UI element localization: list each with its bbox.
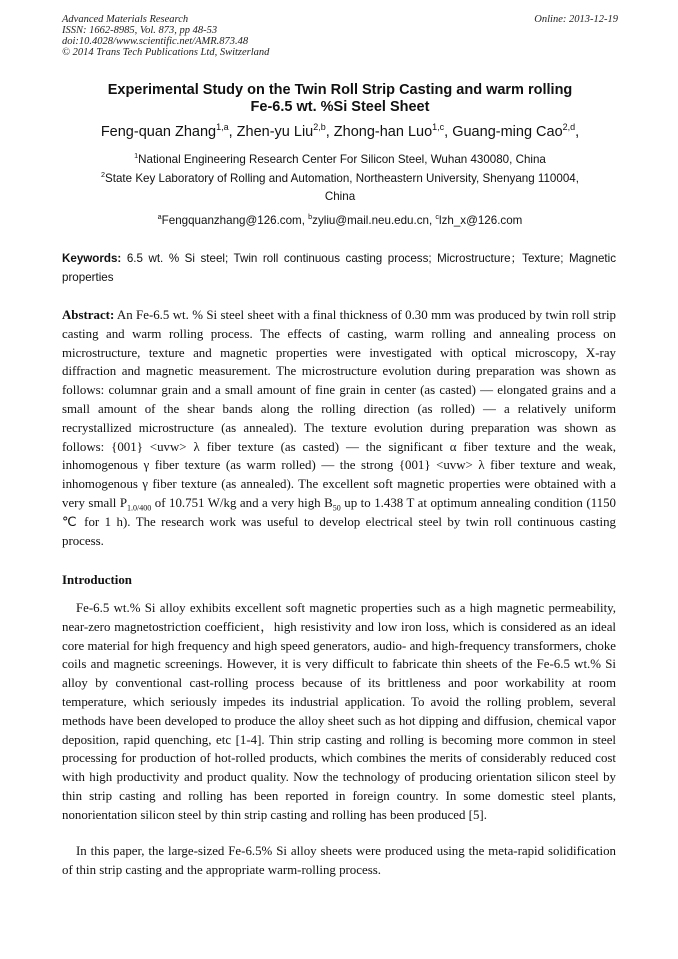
author-separator: , <box>444 124 453 140</box>
affiliation-2 <box>62 170 618 189</box>
email-sup: c <box>435 212 440 222</box>
abstract-subscript: 50 <box>332 503 341 513</box>
introduction-paragraph-2: In this paper, the large-sized Fe-6.5% Si alloy sheets were produced using the meta-rapid solidification of thin strip casting and the appropriate warm-rolling process. <box>62 844 616 877</box>
doi-line[interactable]: doi:10.4028/www.scientific.net/AMR.873.48 <box>62 36 249 47</box>
affiliations <box>62 151 618 207</box>
abstract-label: Abstract: <box>62 308 115 322</box>
abstract-text: up to 1.438 T at optimum annealing condition (1150 ℃ for 1 h). The research work was useful to develop electrical steel by twin roll continuous casting process. <box>62 495 616 548</box>
affiliation-sup: 2 <box>101 169 106 179</box>
author-list <box>62 124 618 141</box>
keywords-text: 6.5 wt. % Si steel; Twin roll continuous casting process; Microstructure；Texture; Magnetic properties <box>62 252 616 284</box>
affiliation-2-country: China <box>324 190 356 203</box>
title-line-2: Fe-6.5 wt. %Si Steel Sheet <box>250 99 430 115</box>
email-sup: a <box>157 212 162 222</box>
introduction-paragraph-1: Fe-6.5 wt.% Si alloy exhibits excellent soft magnetic properties such as a high magnetic permeability, near-zero magnetostriction coefficient，high resistivity and low iron loss, which is considered as an ideal core material for high frequency and high speed generators, audio- and high-frequency transformers, choke coils and magnetic screenings. However, it is very difficult to fabricate thin sheets of the Fe-6.5 wt.% Si alloy by conventional cast-rolling process because of its brittleness and poor workability at room temperature, which seriously impedes its industrial application. To avoid the rolling problem, several methods have been developed to produce the alloy sheet such as hot dipping and diffusion, chemical vapor deposition, rapid quenching, etc [1-4]. Thin strip casting and rolling is becoming more common in steel processing for production of hot-rolled products, which combines the merits of considerably reduced cost with high productivity and product quality. Now the technology of producing orientation silicon steel by thin strip casting and rolling has been reported in foreign country. In some domestic steel plants, nonorientation silicon steel by thin strip casting and rolling has been produced [5]. <box>62 601 616 822</box>
affiliation-text: State Key Laboratory of Rolling and Automation, Northeastern University, Shenyang 110004, <box>105 171 579 185</box>
abstract-text: of 10.751 W/kg and a very high B <box>151 495 333 510</box>
journal-header <box>62 14 618 58</box>
introduction-heading: Introduction <box>62 573 132 587</box>
author-sup: 2,b <box>313 122 326 133</box>
author-name: Zhong-han Luo <box>333 124 433 140</box>
affiliation-sup: 1 <box>134 151 139 161</box>
author-separator: , <box>228 124 237 140</box>
author-sup: 2,d <box>562 122 576 133</box>
affiliation-text: National Engineering Research Center For Silicon Steel, Wuhan 430080, China <box>138 153 546 166</box>
paper-title <box>62 82 618 116</box>
abstract <box>62 306 616 550</box>
email-sup: b <box>308 212 313 222</box>
affiliation-1 <box>62 151 618 170</box>
keywords-label: Keywords: <box>62 252 122 265</box>
author-sup: 1,c <box>432 122 445 133</box>
copyright-line: © 2014 Trans Tech Publications Ltd, Switzerland <box>62 47 270 58</box>
title-line-1: Experimental Study on the Twin Roll Strip Casting and warm rolling <box>107 82 573 98</box>
issn-line: ISSN: 1662-8985, Vol. 873, pp 48-53 <box>62 25 218 36</box>
email-link[interactable]: lzh_x@126.com <box>439 214 523 227</box>
author-separator: , <box>575 124 580 140</box>
author-name: Zhen-yu Liu <box>236 124 314 140</box>
author-separator: , <box>325 124 334 140</box>
author-name: Guang-ming Cao <box>452 124 563 140</box>
abstract-subscript: 1.0/400 <box>127 503 152 513</box>
author-emails <box>62 212 618 230</box>
author-name: Feng-quan Zhang <box>100 124 217 140</box>
email-link[interactable]: zyliu@mail.neu.edu.cn, <box>312 214 436 227</box>
online-date: Online: 2013-12-19 <box>534 14 618 25</box>
email-link[interactable]: Fengquanzhang@126.com, <box>161 214 309 227</box>
journal-name: Advanced Materials Research <box>62 14 189 25</box>
abstract-text: An Fe-6.5 wt. % Si steel sheet with a final thickness of 0.30 mm was produced by twin roll strip casting and warm rolling process. The effects of casting, warm rolling and annealing process on microstructure, texture and magnetic properties were investigated with optical microscopy, X-ray diffraction and magnetic measurement. The microstructure evolution during preparation was shown as follows: columnar grain and a small amount of fine grain in center (as casted) — elongated grains and a small amount of the shear bands along the rolling direction (as rolled) — a relatively uniform recrystallized microstructure (as annealed). The texture evolution during preparation was shown as follows: {001} <uvw> λ fiber texture (as casted) — the significant α fiber texture and the weak, inhomogenous γ fiber texture (as warm rolled) — the strong {001} <uvw> λ fiber texture and weak, inhomogenous γ fiber texture (as annealed). The excellent soft magnetic properties were obtained with a very small P <box>62 308 616 510</box>
keywords <box>62 250 616 287</box>
author-sup: 1,a <box>216 122 229 133</box>
